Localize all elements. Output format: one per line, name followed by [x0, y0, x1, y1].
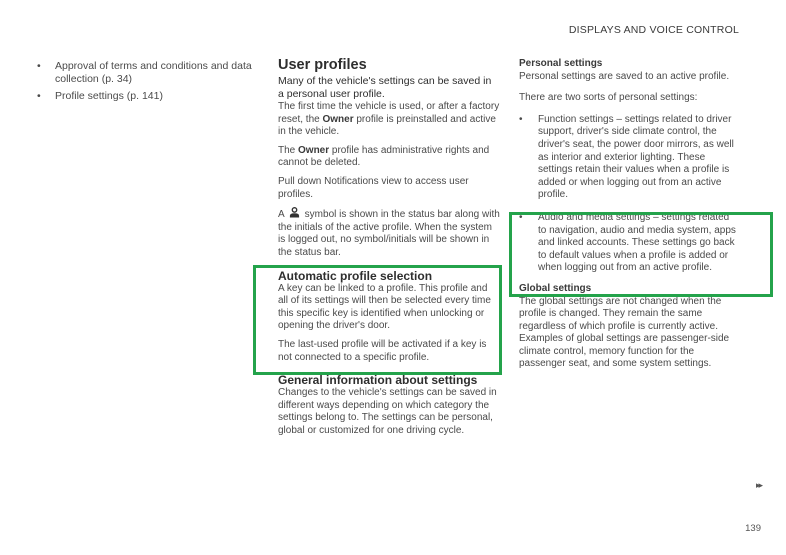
paragraph: Pull down Notifications view to access user profiles. — [278, 175, 469, 200]
paragraph: The first time the vehicle is used, or after a factory reset, the Owner profile is preinstalled and active in the vehicle. — [278, 101, 500, 138]
section-heading: Automatic profile selection — [278, 268, 433, 283]
paragraph: The last-used profile will be activated if a key is not connected to a specific profile. — [278, 338, 487, 363]
bullet-icon: • — [37, 60, 41, 72]
related-link[interactable] — [37, 60, 262, 86]
page-number: 139 — [745, 523, 761, 534]
next-page-icon[interactable]: ▸▸ — [755, 480, 761, 490]
list-item: • Audio and media settings – settings related to navigation, audio and media system, apps and linked accounts. These settings go back to default values when a profile is added or when logging out from an active profile. — [519, 211, 736, 274]
paragraph: The Owner profile has administrative rights and cannot be deleted. — [278, 144, 490, 169]
related-link[interactable] — [37, 90, 262, 103]
list-item: • Function settings – settings related to driver support, driver's side climate control, the driver's seat, the power door mirrors, as well as interior and exterior lighting. These settings retain their values when a profile is added or when logging out from an active profile. — [519, 113, 734, 201]
highlight-box-automatic-profile — [253, 265, 502, 375]
section-header: DISPLAYS AND VOICE CONTROL — [568, 24, 739, 36]
highlight-box-audio-media — [509, 212, 773, 297]
related-link-text: Profile settings (p. 141) — [55, 90, 163, 102]
paragraph: Changes to the vehicle's settings can be saved in different ways depending on which category the settings belong to. The settings can be personal, global or customized for one driving cycle. — [278, 387, 497, 436]
paragraph: The global settings are not changed when the profile is changed. They remain the same regardless of which profile is currently active. Examples of global settings are passenger-side climate control, memory function for the passenger seat, and some system settings. — [519, 295, 730, 370]
related-links-column — [37, 60, 262, 107]
bullet-icon: • — [519, 113, 523, 125]
user-profiles-column — [278, 57, 500, 443]
related-link-text: Approval of terms and conditions and data collection (p. 34) — [55, 60, 252, 85]
section-heading: Personal settings — [519, 58, 603, 69]
bullet-icon: • — [519, 211, 523, 223]
bullet-icon: • — [37, 90, 41, 102]
user-profile-icon — [289, 207, 300, 218]
paragraph: There are two sorts of personal settings: — [519, 92, 698, 104]
section-heading: General information about settings — [278, 373, 478, 388]
paragraph: Personal settings are saved to an active profile. — [519, 70, 730, 82]
page-title: User profiles — [278, 57, 367, 73]
paragraph: A key can be linked to a profile. This profile and all of its settings will then be selected every time this specific key is identified when unlocking or opening the driver's door. — [278, 282, 491, 332]
paragraph: A symbol is shown in the status bar along with the initials of the active profile. When the system is logged out, no symbol/initials will be shown in the status bar. — [278, 209, 500, 258]
section-heading: Global settings — [519, 282, 592, 294]
intro-text: Many of the vehicle's settings can be saved in a personal user profile. — [278, 75, 492, 100]
